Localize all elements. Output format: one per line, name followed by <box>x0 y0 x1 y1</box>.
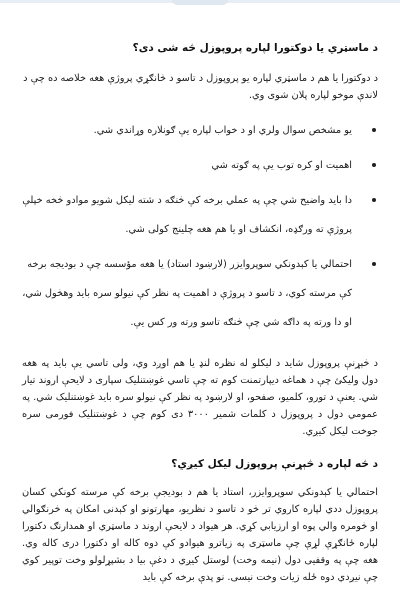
top-tab <box>172 0 228 5</box>
list-item-text: احتمالي یا کېدونکي سوپروایزر (لارښود استاد) یا هغه مؤسسه چې د بودیجه برخه کې مرسته کوي، د تاسو د پروژې د اهمیت په نظر کې نیولو سره باید وهڅول شي، او دا ورته په داګه شي چې څنګه تاسو ورته ور کس یې. <box>22 259 352 328</box>
bullet-icon <box>372 128 376 132</box>
document-page <box>22 40 378 602</box>
section-heading-what-is-proposal: د ماسټري یا دوکتورا لپاره پروپوزل څه شی دی؟ <box>132 42 378 54</box>
bullet-icon <box>372 198 376 202</box>
section-heading-why-proposal: د څه لپاره د څېړنې پروپوزل لیکل کیږي؟ <box>171 458 378 470</box>
purpose-paragraph: احتمالي یا کېدونکي سوپروایزر، استاد یا هم د بودیجې برخه کې مرسته کونکي کسان پروپوزل ددي لپاره کاروي تر څو د تاسو د نظریو، مهارتونو او کېدنی امکان په څرنګوالي او څومره والي پوه او ارزیابي کړي. هر هیواد د لایحې اروند د ماسټري او همدارنګ دکتورا لپاره ځانګړې لړې چې ماسټری په زیاترو هیوادو کې دوه کاله او دکتورا دری کاله وي. هغه چې په وقفیی دول (نیمه وخت) لوستل کیږي د دغې بیا د بشپړلولو وخت توپیر کوي چې نیږدي دوه ځله زیات وخت نیسی. نو پدې برخه کې باید <box>22 487 378 583</box>
list-item <box>22 250 378 337</box>
list-item-text: یو مشخص سوال ولري او د خواب لپاره یې ګونلاره وړاندي شي. <box>93 125 352 136</box>
length-paragraph: د څېړنې پروپوزل شاید د لیکلو له نظره لنډ یا هم اوږد وي، ولی تاسي یې باید په هغه دول ولیکئ چې د هماغه دیپارتمنت کوم ته چې تاسي غوښتنلیک سپاری د لایحې اروند تیار شي. یعنې د تورو، کلمیو، صفحو، او لارښود په نظر کې نیولو سره باید غوښتنلیک شي. په عمومي دول د پروپوزل د کلمات شمیر ۳۰۰۰ دی کوم چې د غوښتنلیک فورمی سره جوخت لیکل کیږي. <box>22 358 378 437</box>
list-item <box>22 151 378 180</box>
bullet-list <box>22 116 378 337</box>
list-item <box>22 116 378 145</box>
list-item <box>22 186 378 244</box>
bullet-icon <box>372 163 376 167</box>
list-item-text: اهمیت او کره توب یې په ګوته شي <box>211 160 352 171</box>
intro-paragraph: د دوکتورا یا هم د ماسټري لپاره یو پروپوزل د تاسو د څانګړي پروژې هغه خلاصه ده چې د لاندې موخو لپاره پلان شوی وي. <box>23 73 378 101</box>
bullet-icon <box>372 262 376 266</box>
list-item-text: دا باید واضیح شي چې په عملي برخه کې څنګه د شته لیکل شویو موادو څخه خپلې پروژې ته ورګډه، انکشاف او یا هم هغه چلینج کولی شي. <box>22 195 352 235</box>
